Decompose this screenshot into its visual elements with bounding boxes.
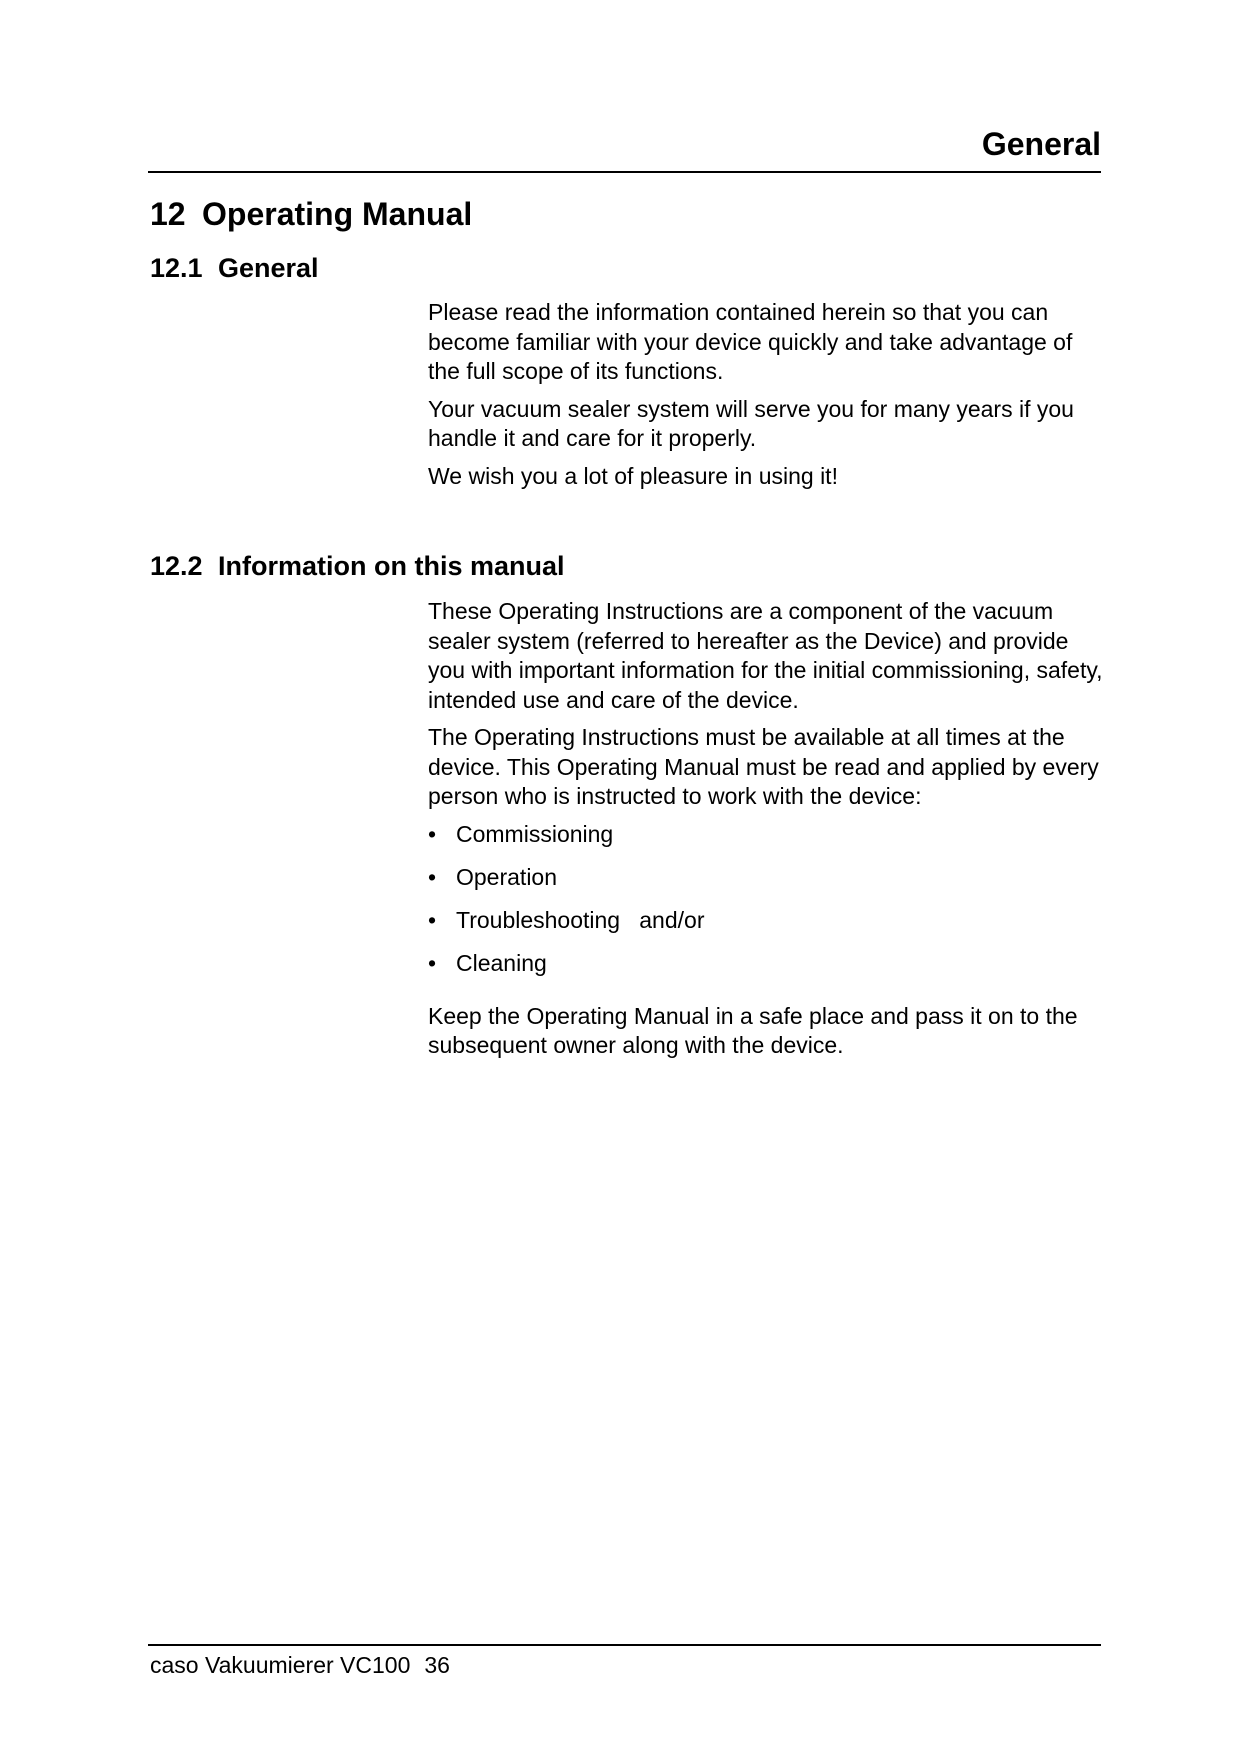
closing-paragraph: Keep the Operating Manual in a safe place and pass it on to the subsequent owner along with the device.: [428, 1002, 1078, 1058]
bullet-icon: •: [428, 820, 437, 847]
section-title: General: [218, 253, 319, 283]
bullet-icon: •: [428, 863, 437, 890]
list-item: • Troubleshooting and/or: [428, 906, 1108, 949]
task-list: [428, 820, 1108, 992]
list-item: • Commissioning: [428, 820, 1108, 863]
header-divider: [148, 171, 1101, 173]
paragraph: We wish you a lot of pleasure in using it!: [428, 462, 838, 489]
paragraph: Your vacuum sealer system will serve you for many years if you handle it and care for it properly.: [428, 395, 1074, 451]
section-title: Information on this manual: [218, 551, 565, 581]
section-number: 12.2: [150, 551, 203, 581]
bullet-icon: •: [428, 949, 437, 976]
list-item: • Cleaning: [428, 949, 1108, 992]
page-number: 36: [424, 1652, 450, 1678]
footer-product: caso Vakuumierer VC100: [150, 1652, 411, 1678]
bullet-icon: •: [428, 906, 437, 933]
section-heading-general: [150, 252, 319, 284]
chapter-number: 12: [150, 196, 186, 232]
section-heading-information: [150, 550, 565, 582]
footer: [150, 1652, 450, 1680]
section-number: 12.1: [150, 253, 203, 283]
running-header-title: General: [981, 126, 1101, 162]
section-body-general: [428, 298, 1108, 499]
paragraph: These Operating Instructions are a component of the vacuum sealer system (referred to hereafter as the Device) and provide you with important information for the initial commissioning, safety, intended use and care of the device.: [428, 598, 1103, 713]
footer-divider: [148, 1644, 1101, 1646]
paragraph: Please read the information contained herein so that you can become familiar with your device quickly and take advantage of the full scope of its functions.: [428, 299, 1073, 384]
section-body-information: [428, 597, 1108, 1069]
paragraph: The Operating Instructions must be available at all times at the device. This Operating Manual must be read and applied by every person who is instructed to work with the device:: [428, 724, 1099, 809]
chapter-heading: [150, 195, 472, 233]
chapter-title: Operating Manual: [202, 196, 473, 232]
list-item: • Operation: [428, 863, 1108, 906]
